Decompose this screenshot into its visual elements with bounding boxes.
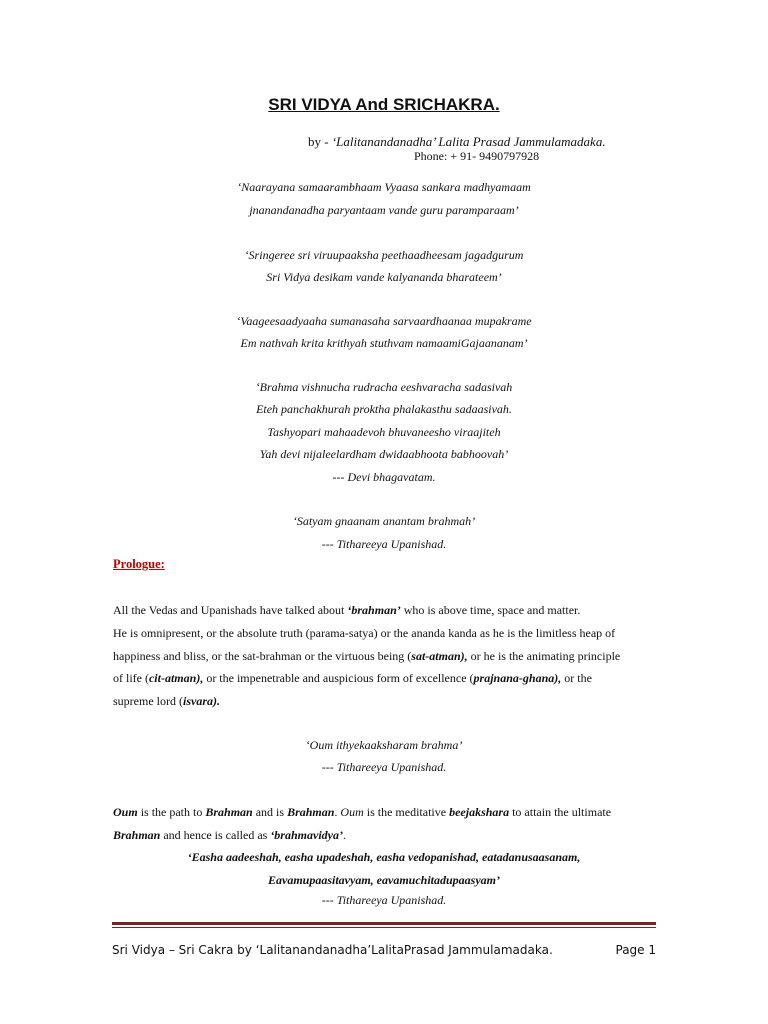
paragraph-line: of life (cit-atman), or the impenetrable and auspicious form of excellence (prajnana-ghana), or the	[113, 671, 592, 685]
footer-text: Sri Vidya – Sri Cakra by ‘Lalitanandanadha’LalitaPrasad Jammulamadaka.	[112, 943, 553, 957]
verse-line: Sri Vidya desikam vande kalyananda bharateem’	[266, 270, 502, 284]
page-title: SRI VIDYA And SRICHAKRA.	[268, 95, 500, 114]
verse-line: ‘Vaageesaadyaaha sumanasaha sarvaardhaanaa mupakrame	[236, 314, 532, 328]
paragraph-line: He is omnipresent, or the absolute truth (parama-satya) or the ananda kanda as he is the limitless heap of	[113, 626, 616, 640]
verse-attribution: --- Tithareeya Upanishad.	[321, 537, 447, 551]
section-heading-prologue: Prologue:	[113, 557, 165, 571]
verse-line: Em nathvah krita krithyah stuthvam namaamiGajaananam’	[240, 336, 528, 350]
phone-number: Phone: + 91- 9490797928	[414, 149, 540, 163]
verse-line: ‘Naarayana samaarambhaam Vyaasa sankara madhyamaam	[237, 180, 531, 194]
verse-line: jnanandanadha paryantaam vande guru paramparaam’	[249, 203, 519, 217]
paragraph-line: supreme lord (isvara).	[113, 694, 220, 708]
paragraph-line: All the Vedas and Upanishads have talked about ‘brahman’ who is above time, space and matter.	[113, 603, 581, 617]
verse-line: Eavamupaasitavyam, eavamuchitadupaasyam’	[268, 873, 500, 887]
verse-line: ‘Easha aadeeshah, easha upadeshah, easha vedopanishad, eatadanusaasanam,	[187, 850, 581, 864]
page-footer	[112, 943, 656, 957]
verse-line: ‘Oum ithyekaaksharam brahma’	[305, 738, 463, 752]
verse-attribution: --- Devi bhagavatam.	[332, 470, 436, 484]
verse-line: Yah devi nijaleelardham dwidaabhoota babhoovah’	[259, 447, 509, 461]
byline: by - ‘Lalitanandanadha’ Lalita Prasad Jammulamadaka.	[308, 134, 606, 149]
verse-attribution: --- Tithareeya Upanishad.	[321, 760, 447, 774]
verse-line: ‘Sringeree sri viruupaaksha peethaadheesam jagadgurum	[244, 248, 524, 262]
verse-attribution: --- Tithareeya Upanishad.	[321, 893, 447, 907]
verse-line: Eteh panchakhurah proktha phalakasthu sadaasivah.	[256, 402, 512, 416]
paragraph-line: happiness and bliss, or the sat-brahman or the virtuous being (sat-atman), or he is the animating principle	[113, 649, 621, 663]
paragraph-line: Brahman and hence is called as ‘brahmavidya’.	[113, 828, 346, 842]
page-number: Page 1	[615, 943, 656, 957]
footer-rule	[112, 922, 656, 925]
verse-line: Tashyopari mahaadevoh bhuvaneesho viraajiteh	[267, 425, 501, 439]
verse-line: ‘Satyam gnaanam anantam brahmah’	[292, 514, 476, 528]
paragraph-line: Oum is the path to Brahman and is Brahman. Oum is the meditative beejakshara to attain the ultimate	[113, 805, 612, 819]
footer-rule-thin	[112, 927, 656, 928]
verse-line: ‘Brahma vishnucha rudracha eeshvaracha sadasivah	[255, 380, 513, 394]
